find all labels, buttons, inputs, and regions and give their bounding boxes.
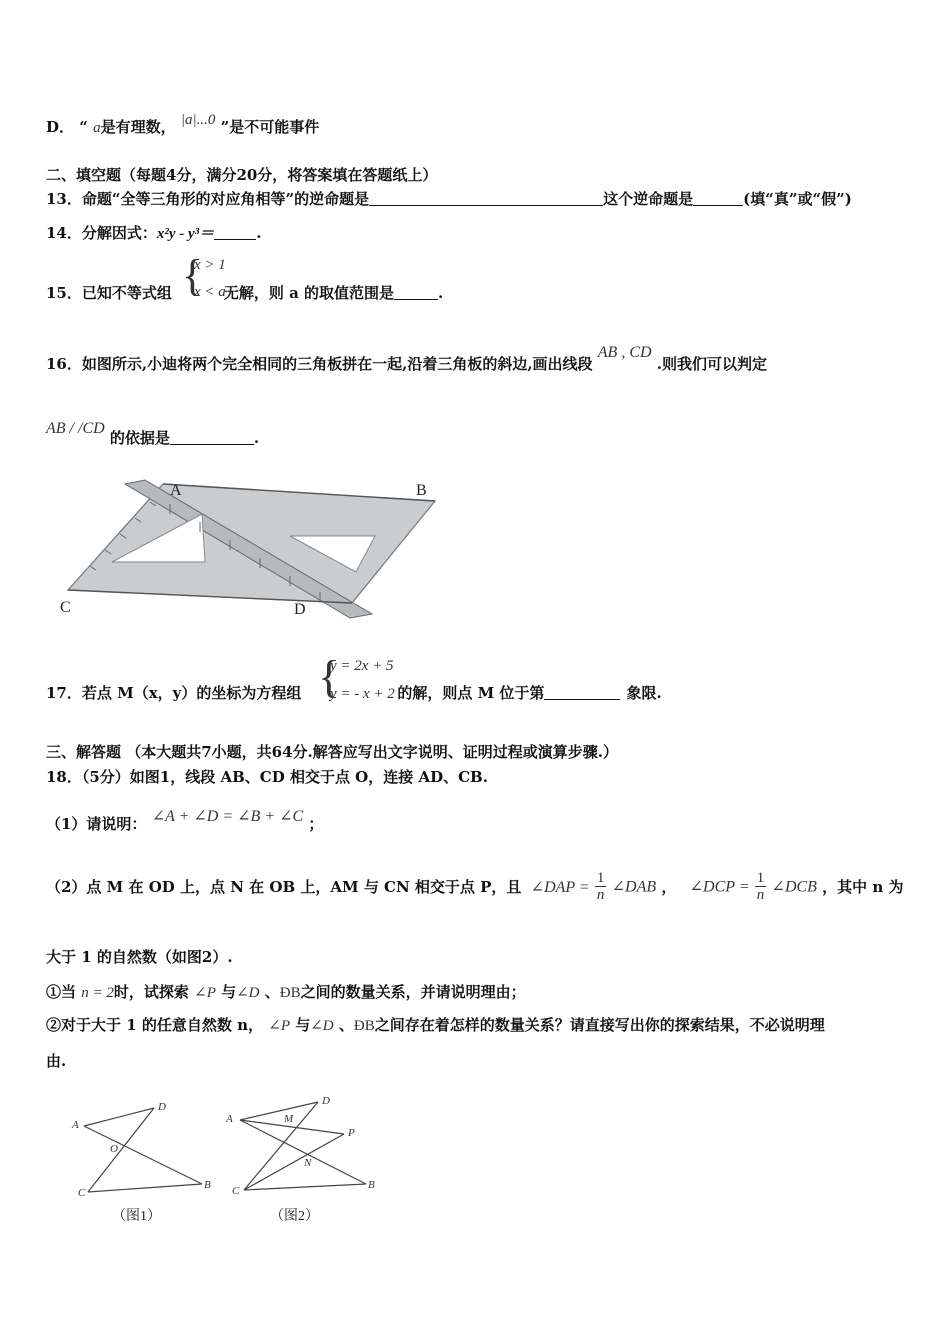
segment-cb xyxy=(88,1184,202,1192)
sub1-expr: n = 2 xyxy=(81,985,114,1001)
figure-1 xyxy=(66,1096,226,1226)
fig2-caption: （图2） xyxy=(270,1209,319,1224)
q18-part1-expr: ∠A + ∠D = ∠B + ∠C xyxy=(151,808,304,825)
eq-separator: ， xyxy=(661,878,677,896)
segment-cp xyxy=(244,1134,344,1190)
eq1-left: ∠DAP = xyxy=(530,878,590,896)
sub2-c: 与 xyxy=(295,1016,311,1034)
question-14 xyxy=(46,222,261,243)
q17-blank xyxy=(544,685,620,700)
q18-part2-text: （2）点 M 在 OD 上，点 N 在 OB 上，AM 与 CN 相交于点 P，且 xyxy=(46,878,522,896)
fig1-label-d: D xyxy=(158,1101,166,1113)
sub2-d: ∠D xyxy=(310,1018,334,1034)
option-d-tail: 是不可能事件 xyxy=(229,118,320,136)
sub1-e: 、 xyxy=(264,983,280,1001)
sub2-e: 、 xyxy=(338,1016,354,1034)
sub2-f: 之间存在着怎样的数量关系？请直接写出你的探索结果，不必说明理 xyxy=(374,1016,825,1034)
segment-ad xyxy=(240,1102,318,1120)
q15-sys-2: x < a xyxy=(194,284,226,300)
fig1-label-a: A xyxy=(72,1119,79,1131)
fig1-label-o: O xyxy=(110,1143,118,1155)
fig2-label-n: N xyxy=(304,1157,312,1169)
figure-2 xyxy=(222,1090,392,1226)
label-a: A xyxy=(170,482,182,499)
q13-text: 13．命题“全等三角形的对应角相等”的逆命题是 xyxy=(46,190,370,208)
q18-part-1 xyxy=(46,808,324,834)
label-b: B xyxy=(416,482,427,499)
q18-part1-label: （1）请说明： xyxy=(46,815,147,833)
q15-blank xyxy=(394,285,438,300)
q17-tail: 象限. xyxy=(626,684,662,702)
question-16-line-2 xyxy=(46,420,260,448)
q17-sys-1: y = 2x + 5 xyxy=(330,658,394,674)
q15-text: 15．已知不等式组 xyxy=(46,284,172,302)
eq1-den: n xyxy=(596,887,605,903)
q18-sub-1 xyxy=(46,981,526,1002)
q18-part-2 xyxy=(46,870,904,903)
label-c: C xyxy=(60,599,71,616)
eq1-fraction xyxy=(595,870,607,903)
q16-line2: 的依据是 xyxy=(109,429,170,447)
label-d: D xyxy=(294,601,306,618)
section-3-heading: 三、解答题 （本大题共7小题，共64分.解答应写出文字说明、证明过程或演算步骤.） xyxy=(46,743,618,761)
sub1-a: ①当 xyxy=(46,983,77,1001)
q18-sub2-line2: 由. xyxy=(46,1052,67,1070)
triangle-rulers-figure xyxy=(50,474,440,622)
fig2-label-b: B xyxy=(368,1179,375,1191)
q18-part2-line2: 大于 1 的自然数（如图2）. xyxy=(46,948,233,966)
eq2-num: 1 xyxy=(756,870,765,886)
sub1-bb: ÐB xyxy=(279,985,301,1001)
section-2-heading: 二、填空题（每题4分，满分20分，将答案填在答题纸上） xyxy=(46,166,438,184)
q16-seg: AB , CD xyxy=(597,344,652,361)
sub2-p: ∠P xyxy=(268,1018,290,1034)
fig1-label-c: C xyxy=(78,1187,86,1199)
sub1-p: ∠P xyxy=(194,985,216,1001)
q14-expr: x²y - y³＝ xyxy=(156,226,215,242)
q13-blank-1 xyxy=(369,191,603,206)
q18-sub-2 xyxy=(46,1014,825,1035)
fig1-label-b: B xyxy=(204,1179,211,1191)
q16-text: 16．如图所示,小迪将两个完全相同的三角板拼在一起,沿着三角板的斜边,画出线段 xyxy=(46,355,593,373)
q15-brace: { xyxy=(182,251,204,300)
segment-cb xyxy=(244,1184,366,1190)
q13-tail: (填“真”或“假”) xyxy=(743,190,852,208)
q14-blank xyxy=(214,225,256,240)
question-16 xyxy=(46,344,768,374)
q15-end: . xyxy=(438,284,444,302)
q17-text: 17．若点 M（x，y）的坐标为方程组 xyxy=(46,684,302,702)
q16-tail: .则我们可以判定 xyxy=(656,355,768,373)
q17-sys-2: y = - x + 2 xyxy=(330,686,395,702)
option-d-abs: |a|...0 xyxy=(180,112,216,128)
sub1-d: ∠D xyxy=(236,985,260,1001)
question-13 xyxy=(46,188,852,209)
segment-ad xyxy=(84,1108,154,1126)
option-d-mid: 是有理数， xyxy=(100,118,176,136)
q16-blank xyxy=(170,430,254,445)
segment-dc xyxy=(88,1108,154,1192)
option-d xyxy=(46,112,320,137)
q17-brace: { xyxy=(318,651,341,702)
option-d-close-quote: ” xyxy=(220,118,230,136)
option-d-var: a xyxy=(93,120,101,136)
q17-mid: 的解，则点 M 位于第 xyxy=(397,684,545,702)
sub2-bb: ÐB xyxy=(353,1018,375,1034)
fig2-label-a: A xyxy=(226,1113,233,1125)
eq2-fraction xyxy=(755,870,767,903)
q14-text: 14．分解因式： xyxy=(46,224,157,242)
eq1-right: ∠DAB xyxy=(611,878,657,896)
q18-part1-end: ； xyxy=(308,815,324,833)
q15-sys-1: x > 1 xyxy=(194,257,226,273)
eq2-left: ∠DCP = xyxy=(689,878,750,896)
segment-dc xyxy=(244,1102,318,1190)
q16-rel: AB / /CD xyxy=(46,420,105,437)
eq2-den: n xyxy=(756,887,765,903)
q16-end: . xyxy=(253,429,260,447)
eq2-right: ∠DCB xyxy=(771,878,817,896)
q18-part2-tail: ，其中 n 为 xyxy=(822,878,904,896)
fig2-label-c: C xyxy=(232,1185,240,1197)
q13-blank-2 xyxy=(693,191,743,206)
eq1-num: 1 xyxy=(596,870,605,886)
fig1-caption: （图1） xyxy=(112,1209,161,1224)
sub1-c: 与 xyxy=(221,983,237,1001)
option-d-label: D． xyxy=(46,118,75,136)
sub1-f: 之间的数量关系，并请说明理由； xyxy=(300,983,526,1001)
option-d-open-quote: “ xyxy=(79,118,88,136)
q18-intro: 18．（5分）如图1，线段 AB、CD 相交于点 O，连接 AD、CB. xyxy=(46,768,488,786)
fig2-label-d: D xyxy=(322,1095,330,1107)
q14-tail: . xyxy=(256,224,262,242)
question-15 xyxy=(46,282,443,303)
q13-mid: 这个逆命题是 xyxy=(603,190,694,208)
sub1-b: 时，试探索 xyxy=(113,983,189,1001)
sub2-a: ②对于大于 1 的任意自然数 n， xyxy=(46,1016,264,1034)
fig2-label-p: P xyxy=(348,1127,355,1139)
fig2-label-m: M xyxy=(284,1113,294,1125)
q15-tail: 无解，则 a 的取值范围是 xyxy=(223,284,395,302)
